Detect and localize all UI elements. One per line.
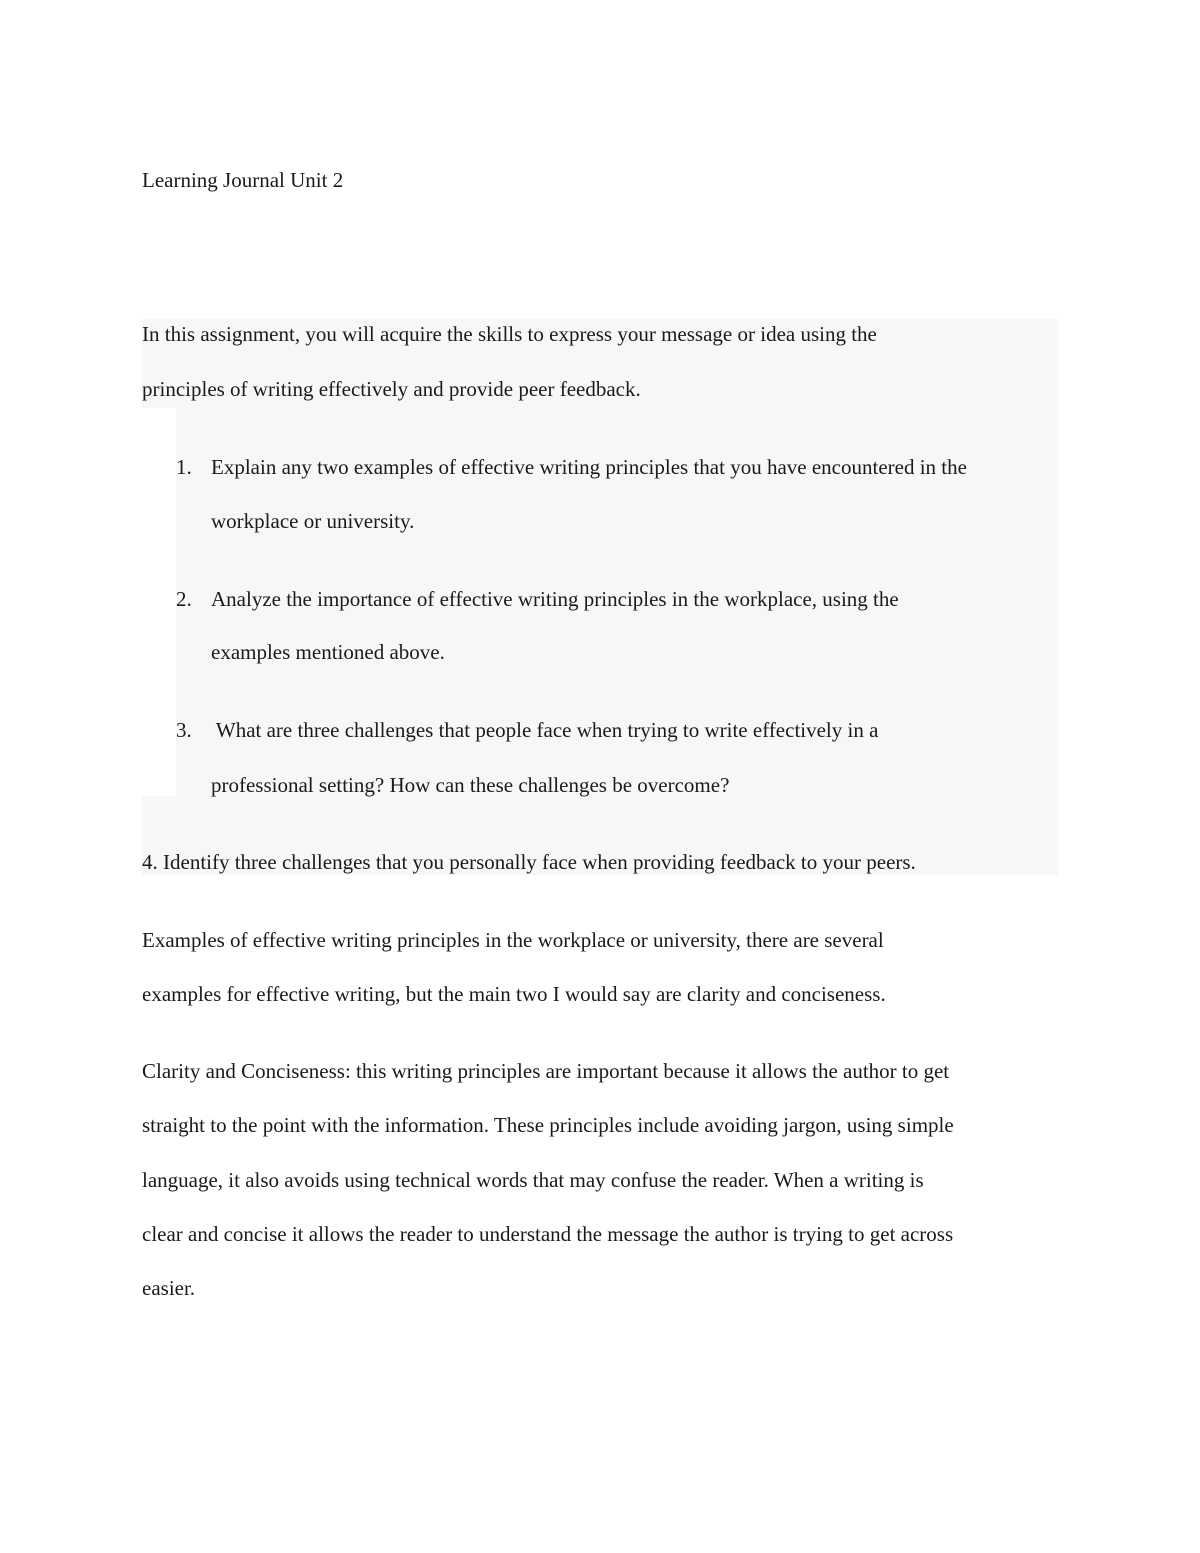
answer-intro-line-2: examples for effective writing, but the main two I would say are clarity and conciseness. [142, 982, 886, 1006]
answer-intro-line-1: Examples of effective writing principles in the workplace or university, there are several [142, 928, 884, 952]
question-2-line-1: Analyze the importance of effective writing principles in the workplace, using the [211, 587, 899, 611]
question-4: 4. Identify three challenges that you personally face when providing feedback to your peers. [142, 850, 916, 874]
question-3-line-2: professional setting? How can these challenges be overcome? [211, 773, 730, 797]
question-2-line-2: examples mentioned above. [211, 640, 445, 664]
intro-line-2: principles of writing effectively and provide peer feedback. [142, 377, 641, 401]
answer-body-line-4: clear and concise it allows the reader to understand the message the author is trying to get across [142, 1222, 954, 1246]
question-3-line-1: What are three challenges that people face when trying to write effectively in a [211, 718, 879, 742]
prompt-region-indent [142, 408, 176, 796]
answer-body-line-5: easier. [142, 1276, 196, 1300]
intro-line-1: In this assignment, you will acquire the skills to express your message or idea using the [142, 322, 877, 346]
answer-body-line-2: straight to the point with the information. These principles include avoiding jargon, using simple [142, 1113, 954, 1137]
question-1-line-2: workplace or university. [211, 509, 415, 533]
answer-body-line-3: language, it also avoids using technical words that may confuse the reader. When a writing is [142, 1168, 924, 1192]
document-title: Learning Journal Unit 2 [142, 168, 344, 192]
question-2-number: 2. [176, 587, 192, 611]
question-1-number: 1. [176, 455, 192, 479]
question-3-number: 3. [176, 718, 192, 742]
answer-body-line-1: Clarity and Conciseness: this writing principles are important because it allows the author to get [142, 1059, 950, 1083]
question-1-line-1: Explain any two examples of effective writing principles that you have encountered in the [211, 455, 967, 479]
